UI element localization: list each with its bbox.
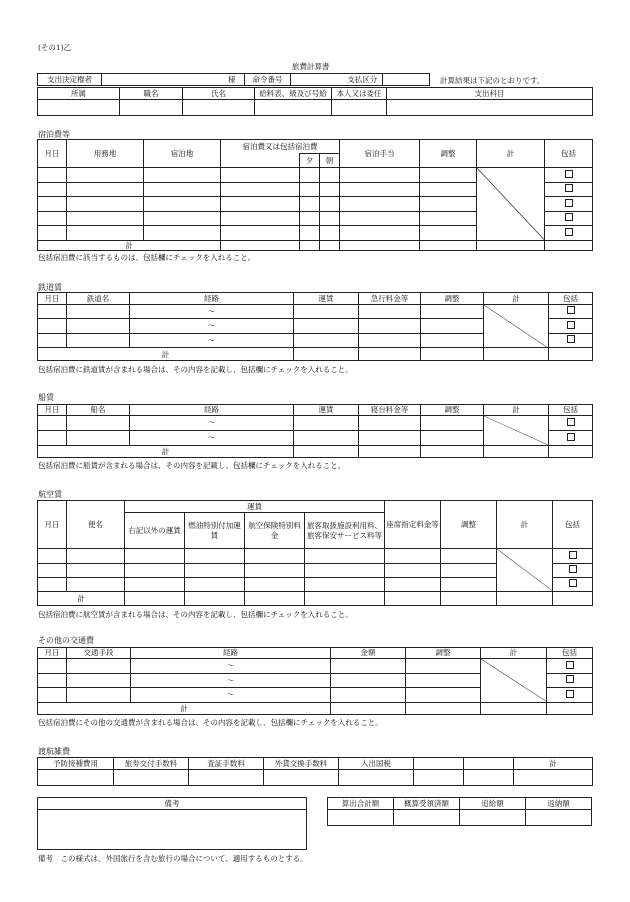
ship-note: 包括宿泊費に船賃が含まれる場合は、その内容を記載し、包括欄にチェックを入れること。 bbox=[38, 461, 346, 470]
remarks-table bbox=[37, 797, 307, 850]
col-additional: 追給額 bbox=[460, 798, 526, 810]
other-title: その他の交通費 bbox=[38, 636, 94, 645]
col-job-title: 職名 bbox=[120, 88, 183, 100]
other-table bbox=[37, 647, 593, 715]
inclusive-checkbox[interactable] bbox=[549, 431, 593, 446]
remarks-label: 備考 bbox=[38, 798, 307, 810]
order-label: 命令番号 bbox=[245, 74, 291, 86]
col-route: 経路 bbox=[130, 293, 294, 305]
route-tilde: ～ bbox=[131, 688, 331, 702]
inclusive-checkbox[interactable] bbox=[549, 333, 593, 348]
col-self-or-delegate: 本人又は委任 bbox=[332, 88, 387, 100]
col-means: 交通手段 bbox=[67, 648, 131, 659]
expense-field[interactable] bbox=[387, 100, 593, 116]
col-departure-tax: 入出国税 bbox=[339, 758, 414, 770]
col-calc-total: 算出合計額 bbox=[328, 798, 394, 810]
advance-field[interactable] bbox=[394, 810, 460, 826]
inclusive-checkbox[interactable] bbox=[545, 197, 593, 212]
calc-total-field[interactable] bbox=[328, 810, 394, 826]
col-inclusive: 包括 bbox=[553, 501, 593, 549]
col-seat: 座席指定料金等 bbox=[385, 501, 441, 549]
col-exchange: 外貨交換手数料 bbox=[264, 758, 339, 770]
inclusive-checkbox[interactable] bbox=[553, 549, 593, 563]
col-lodging-allowance: 宿泊手当 bbox=[340, 140, 420, 168]
lodging-title: 宿泊費等 bbox=[38, 130, 70, 139]
col-rail-name: 鉄道名 bbox=[67, 293, 130, 305]
approver-table bbox=[37, 73, 430, 86]
total-diagonal bbox=[497, 549, 553, 591]
col-advance: 概算受領済額 bbox=[394, 798, 460, 810]
total-label: 計 bbox=[38, 446, 294, 458]
rail-title: 鉄道賃 bbox=[38, 283, 62, 292]
inclusive-checkbox[interactable] bbox=[549, 304, 593, 319]
col-flight: 便名 bbox=[67, 501, 125, 549]
col-passport: 旅券交付手数料 bbox=[114, 758, 189, 770]
honorific: 様 bbox=[220, 74, 245, 86]
order-field[interactable] bbox=[291, 74, 343, 86]
route-tilde: ～ bbox=[130, 416, 294, 431]
ship-title: 船賃 bbox=[38, 393, 54, 402]
air-title: 航空賃 bbox=[38, 490, 62, 499]
col-adjust: 調整 bbox=[421, 405, 484, 416]
form-id: (その1)乙 bbox=[38, 43, 72, 52]
payment-label: 支払区分 bbox=[343, 74, 383, 86]
delegate-field[interactable] bbox=[332, 100, 387, 116]
col-berth: 寝台料金等 bbox=[359, 405, 421, 416]
total-label: 計 bbox=[38, 348, 294, 361]
inclusive-checkbox[interactable] bbox=[549, 416, 593, 431]
col-facility: 旅客取扱施設利用料、旅客保安サービス料等 bbox=[305, 513, 385, 549]
total-label: 計 bbox=[38, 702, 331, 714]
job-title-field[interactable] bbox=[120, 100, 183, 116]
lodging-note: 包括宿泊費に該当するものは、包括欄にチェックを入れること。 bbox=[38, 253, 256, 262]
col-inclusive: 包括 bbox=[547, 648, 593, 659]
total-diagonal bbox=[481, 659, 547, 702]
route-tilde: ～ bbox=[130, 304, 294, 319]
col-fare: 運賃 bbox=[294, 405, 359, 416]
col-business-place: 用務地 bbox=[67, 140, 144, 168]
col-express: 急行料金等 bbox=[359, 293, 421, 305]
name-field[interactable] bbox=[183, 100, 255, 116]
col-total: 計 bbox=[481, 648, 547, 659]
total-label: 計 bbox=[38, 591, 125, 605]
col-lodging-fee: 宿泊費又は包括宿泊費 bbox=[221, 140, 340, 154]
total-label: 計 bbox=[38, 240, 221, 250]
summary-table bbox=[327, 797, 592, 826]
col-fare-group: 運賃 bbox=[125, 501, 385, 513]
misc-title: 渡航雑費 bbox=[38, 747, 70, 756]
route-tilde: ～ bbox=[130, 319, 294, 334]
payment-field[interactable] bbox=[383, 74, 430, 86]
result-text: 計算結果は下記のとおりです。 bbox=[440, 76, 545, 85]
footer-note: 備考 この様式は、外国旅行を含む旅行の場合について、適用するものとする。 bbox=[38, 854, 308, 863]
col-total: 計 bbox=[484, 405, 549, 416]
approver-label: 支出決定権者 bbox=[38, 74, 102, 86]
additional-field[interactable] bbox=[460, 810, 526, 826]
col-date: 月日 bbox=[38, 648, 67, 659]
col-fuel: 燃油特別付加運賃 bbox=[185, 513, 245, 549]
col-visa: 査証手数料 bbox=[189, 758, 264, 770]
approver-field[interactable] bbox=[102, 74, 220, 86]
col-total: 計 bbox=[514, 758, 593, 770]
rail-table bbox=[37, 292, 593, 361]
col-adjust: 調整 bbox=[406, 648, 481, 659]
route-tilde: ～ bbox=[130, 333, 294, 348]
col-affiliation: 所属 bbox=[38, 88, 120, 100]
col-adjust: 調整 bbox=[420, 140, 477, 168]
page-title: 旅費計算書 bbox=[292, 62, 330, 71]
col-name: 氏名 bbox=[183, 88, 255, 100]
col-vaccination: 予防接種費用 bbox=[38, 758, 114, 770]
col-insurance: 航空保険特別料金 bbox=[245, 513, 305, 549]
route-tilde: ～ bbox=[131, 673, 331, 687]
col-date: 月日 bbox=[38, 405, 67, 416]
inclusive-checkbox[interactable] bbox=[545, 211, 593, 226]
col-adjust: 調整 bbox=[421, 293, 484, 305]
col-ship-name: 船名 bbox=[67, 405, 130, 416]
col-inclusive: 包括 bbox=[545, 140, 593, 168]
route-tilde: ～ bbox=[131, 659, 331, 673]
col-date: 月日 bbox=[38, 140, 67, 168]
inclusive-checkbox[interactable] bbox=[549, 319, 593, 334]
col-other-fare: 右記以外の運賃 bbox=[125, 513, 185, 549]
salary-field[interactable] bbox=[255, 100, 332, 116]
total-diagonal bbox=[484, 304, 549, 348]
affiliation-field[interactable] bbox=[38, 100, 120, 116]
col-inclusive: 包括 bbox=[549, 293, 593, 305]
inclusive-checkbox[interactable] bbox=[545, 168, 593, 183]
personnel-table bbox=[37, 87, 593, 116]
col-breakfast: 朝 bbox=[320, 154, 340, 168]
col-total: 計 bbox=[477, 140, 545, 168]
inclusive-checkbox[interactable] bbox=[547, 659, 593, 673]
col-date: 月日 bbox=[38, 501, 67, 549]
col-total: 計 bbox=[497, 501, 553, 549]
col-fare: 運賃 bbox=[294, 293, 359, 305]
col-refund: 返納額 bbox=[526, 798, 592, 810]
inclusive-checkbox[interactable] bbox=[547, 688, 593, 702]
inclusive-checkbox[interactable] bbox=[553, 563, 593, 577]
ship-table bbox=[37, 404, 593, 458]
col-expense-account: 支出科目 bbox=[387, 88, 593, 100]
col-adjust: 調整 bbox=[441, 501, 497, 549]
total-diagonal bbox=[477, 168, 545, 241]
air-table bbox=[37, 500, 593, 606]
inclusive-checkbox[interactable] bbox=[547, 673, 593, 687]
air-note: 包括宿泊費に航空賃が含まれる場合は、その内容を記載し、包括欄にチェックを入れること。 bbox=[38, 610, 353, 619]
col-dinner: 夕 bbox=[300, 154, 320, 168]
inclusive-checkbox[interactable] bbox=[553, 577, 593, 591]
col-date: 月日 bbox=[38, 293, 67, 305]
inclusive-checkbox[interactable] bbox=[545, 226, 593, 241]
inclusive-checkbox[interactable] bbox=[545, 182, 593, 197]
misc-table bbox=[37, 757, 593, 786]
route-tilde: ～ bbox=[130, 431, 294, 446]
col-route: 経路 bbox=[131, 648, 331, 659]
total-diagonal bbox=[484, 416, 549, 446]
col-salary: 給料表、級及び号給 bbox=[255, 88, 332, 100]
lodging-table bbox=[37, 139, 593, 251]
rail-note: 包括宿泊費に鉄道賃が含まれる場合は、その内容を記載し、包括欄にチェックを入れること。 bbox=[38, 365, 353, 374]
col-lodging-place: 宿泊地 bbox=[144, 140, 221, 168]
col-amount: 金額 bbox=[331, 648, 406, 659]
col-route: 経路 bbox=[130, 405, 294, 416]
refund-field[interactable] bbox=[526, 810, 592, 826]
other-note: 包括宿泊費にその他の交通費が含まれる場合は、その内容を記載し、包括欄にチェックを入れること。 bbox=[38, 718, 383, 727]
col-inclusive: 包括 bbox=[549, 405, 593, 416]
remarks-field[interactable] bbox=[38, 810, 307, 850]
col-total: 計 bbox=[484, 293, 549, 305]
